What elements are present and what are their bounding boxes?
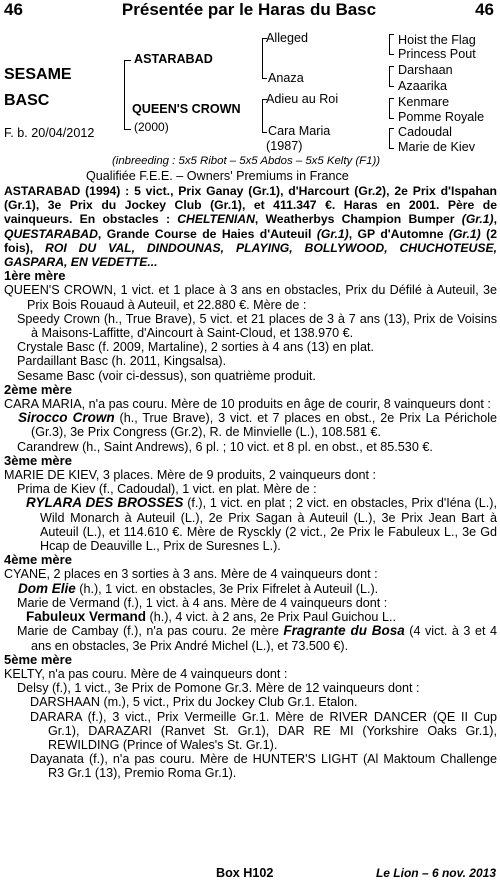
pedigree-dam-sire: Adieu au Roi [266, 92, 339, 106]
pedigree-g8: Marie de Kiev [398, 140, 475, 154]
pedigree-dam-dam-year: (1987) [266, 139, 303, 153]
second-dam-text: CARA MARIA, n'a pas couru. Mère de 10 produits en âge de courir, 8 vainqueurs dont : [4, 397, 491, 412]
pedigree-line [389, 34, 390, 54]
second-dam-produce-2: Carandrew (h., Saint Andrews), 6 pl. ; 10 vict. et 8 pl. en obst., et 85.530 €. [17, 439, 433, 454]
first-dam-heading: 1ère mère [4, 268, 66, 284]
pedigree-g3: Darshaan [398, 63, 453, 77]
horse-name-line1: SESAME [4, 66, 72, 83]
pedigree-line [389, 66, 394, 67]
horse-name-line2: BASC [4, 92, 50, 109]
pedigree-line [124, 60, 131, 61]
pedigree-dam: QUEEN'S CROWN [132, 102, 241, 116]
pedigree-sire: ASTARABAD [134, 52, 213, 66]
inbreeding-note: (inbreeding : 5x5 Ribot – 5x5 Abdos – 5x5 Kelty (F1)) [112, 155, 381, 167]
pedigree-line [389, 98, 390, 118]
pedigree-line [262, 132, 267, 133]
pedigree-line [262, 38, 263, 78]
fifth-dam-produce-1: Delsy (f.), 1 vict., 3e Prix de Pomone Gr.3. Mère de 12 vainqueurs dont : [17, 681, 420, 696]
page-title: Présentée par le Haras du Basc [121, 0, 377, 19]
box-number: Box H102 [216, 866, 274, 880]
fifth-dam-text: KELTY, n'a pas couru. Mère de 4 vainqueurs dont : [4, 666, 288, 681]
sire-paragraph: ASTARABAD (1994) : 5 vict., Prix Ganay (Gr.1), d'Harcourt (Gr.2), 2e Prix d'Ispahan (Gr.1), 3e Prix du Jockey Club (Gr.1), et 411.347 €. Haras en 2001. Père de vainqueurs. En obstacles : CHELTENIAN, Weatherbys Champion Bumper (Gr.1), QUESTARABAD, Grande Course de Haies d'Auteuil (Gr.1), GP d'Automne (Gr.1) (2 fois), ROI DU VAL, DINDOUNAS, PLAYING, BOLLYWOOD, CHUCHOTEUSE, GASPARA, EN VEDETTE... [4, 184, 497, 270]
horse-sex-dob: F. b. 20/04/2012 [4, 126, 95, 140]
third-dam-grandproduce-1: RYLARA DES BROSSES (f.), 1 vict. en plat ; 2 vict. en obstacles, Prix d'Iéna (L.), Wild Monarch à Auteuil (L.), 2e Prix Sagan à Auteuil (L.), 3e Prix Jean Bart à Auteuil (L.), et 114.610 €. Mère de Rysckly (2 vict., 2e Prix le Fabuleux L., 3e Gd Hcap de Deauville L., Prix de Suresnes L.). [26, 495, 497, 554]
fifth-dam-grandproduce-1: DARSHAAN (m.), 5 vict., Prix du Jockey Club Gr.1. Etalon. [30, 695, 358, 710]
catalogue-body [4, 184, 497, 781]
pedigree-sire-dam: Anaza [268, 71, 304, 85]
pedigree-line [389, 86, 394, 87]
pedigree-line [262, 78, 267, 79]
pedigree-dam-year: (2000) [134, 120, 169, 134]
first-dam-produce-3: Pardaillant Basc (h. 2011, Kingsalsa). [17, 354, 227, 369]
pedigree-line [389, 128, 394, 129]
pedigree-line [389, 128, 390, 148]
pedigree-line [389, 98, 394, 99]
pedigree-line [389, 66, 390, 86]
pedigree-g1: Hoist the Flag [398, 33, 476, 47]
pedigree-g5: Kenmare [398, 95, 450, 109]
pedigree-line-dam-bracket [124, 60, 125, 129]
pedigree-g2: Princess Pout [398, 47, 476, 61]
page-footer [0, 866, 496, 882]
page-number-right: 46 [475, 0, 494, 19]
fourth-dam-produce-1: Dom Elie (h.), 1 vict. en obstacles, 3e Prix Fifrelet à Auteuil (L.). [18, 580, 379, 596]
first-dam-produce-1: Speedy Crown (h., True Brave), 5 vict. et 21 places de 3 à 7 ans (13), Prix de Voisins à Maisons-Laffitte, d'Aincourt à Saint-Cloud, et 138.970 €. [17, 311, 497, 341]
third-dam-heading: 3ème mère [4, 452, 72, 468]
page-number-left: 46 [4, 0, 23, 19]
third-dam-text: MARIE DE KIEV, 3 places. Mère de 9 produits, 2 vainqueurs dont : [4, 468, 376, 483]
pedigree-g6: Pomme Royale [398, 110, 485, 124]
pedigree-line [389, 34, 394, 35]
sale-source: Le Lion – 6 nov. 2013 [375, 866, 496, 880]
pedigree-line [389, 54, 394, 55]
second-dam-heading: 2ème mère [4, 381, 72, 397]
second-dam-produce-1: Sirocco Crown (h., True Brave), 3 vict. et 7 places en obst., 2e Prix La Périchole (Gr.3), 3e Prix Congress (Gr.2), R. de Minvielle (L.), 108.581 €. [18, 410, 498, 440]
third-dam-produce-1: Prima de Kiev (f., Cadoudal), 1 vict. en plat. Mère de : [17, 482, 317, 497]
fifth-dam-heading: 5ème mère [4, 651, 72, 667]
page-header [4, 0, 494, 20]
fifth-dam-grandproduce-2: DARARA (f.), 3 vict., Prix Vermeille Gr.1. Mère de RIVER DANCER (QE II Cup Gr.1), DARAZARI (Ranvet St. Gr.1), DAR RE MI (Yorkshire Oaks Gr.1), REWILDING (Prince of Wales's St. Gr.1). [30, 709, 497, 752]
first-dam-produce-4: Sesame Basc (voir ci-dessus), son quatrième produit. [17, 368, 316, 383]
first-dam-text: QUEEN'S CROWN, 1 vict. et 1 place à 3 ans en obstacles, Prix du Défilé à Auteuil, 3e Prix Bois Rouaud à Auteuil, et 22.880 €. Mère de : [4, 283, 497, 312]
qualification-note: Qualifiée F.E.E. – Owners' Premiums in France [86, 169, 349, 183]
pedigree-line [124, 129, 131, 130]
pedigree-g4: Azaarika [398, 79, 447, 93]
fourth-dam-grandproduce-1: Fabuleux Vermand (h.), 4 vict. à 2 ans, 2e Prix Paul Guichou L.. [26, 609, 396, 625]
pedigree-line [389, 118, 394, 119]
fourth-dam-text: CYANE, 2 places en 3 sorties à 3 ans. Mère de 4 vainqueurs dont : [4, 567, 378, 582]
fourth-dam-produce-3: Marie de Cambay (f.), n'a pas couru. 2e mère Fragrante du Bosa (4 vict. à 3 et 4 ans en obstacles, 3e Prix André Michel (L.), et 73.500 €). [17, 623, 497, 653]
pedigree-line [389, 148, 394, 149]
fifth-dam-grandproduce-3: Dayanata (f.), n'a pas couru. Mère de HUNTER'S LIGHT (Al Maktoum Challenge R3 Gr.1 (13), Premio Roma Gr.1). [30, 752, 497, 781]
first-dam-produce-2: Crystale Basc (f. 2009, Martaline), 2 sorties à 4 ans (13) en plat. [17, 340, 374, 355]
pedigree-dam-dam: Cara Maria [268, 124, 331, 138]
pedigree-line [262, 99, 263, 132]
pedigree-sire-sire: Alleged [266, 31, 309, 45]
pedigree-g7: Cadoudal [398, 125, 452, 139]
fourth-dam-produce-2: Marie de Vermand (f.), 1 vict. à 4 ans. Mère de 4 vainqueurs dont : [17, 595, 388, 610]
fourth-dam-heading: 4ème mère [4, 552, 72, 568]
